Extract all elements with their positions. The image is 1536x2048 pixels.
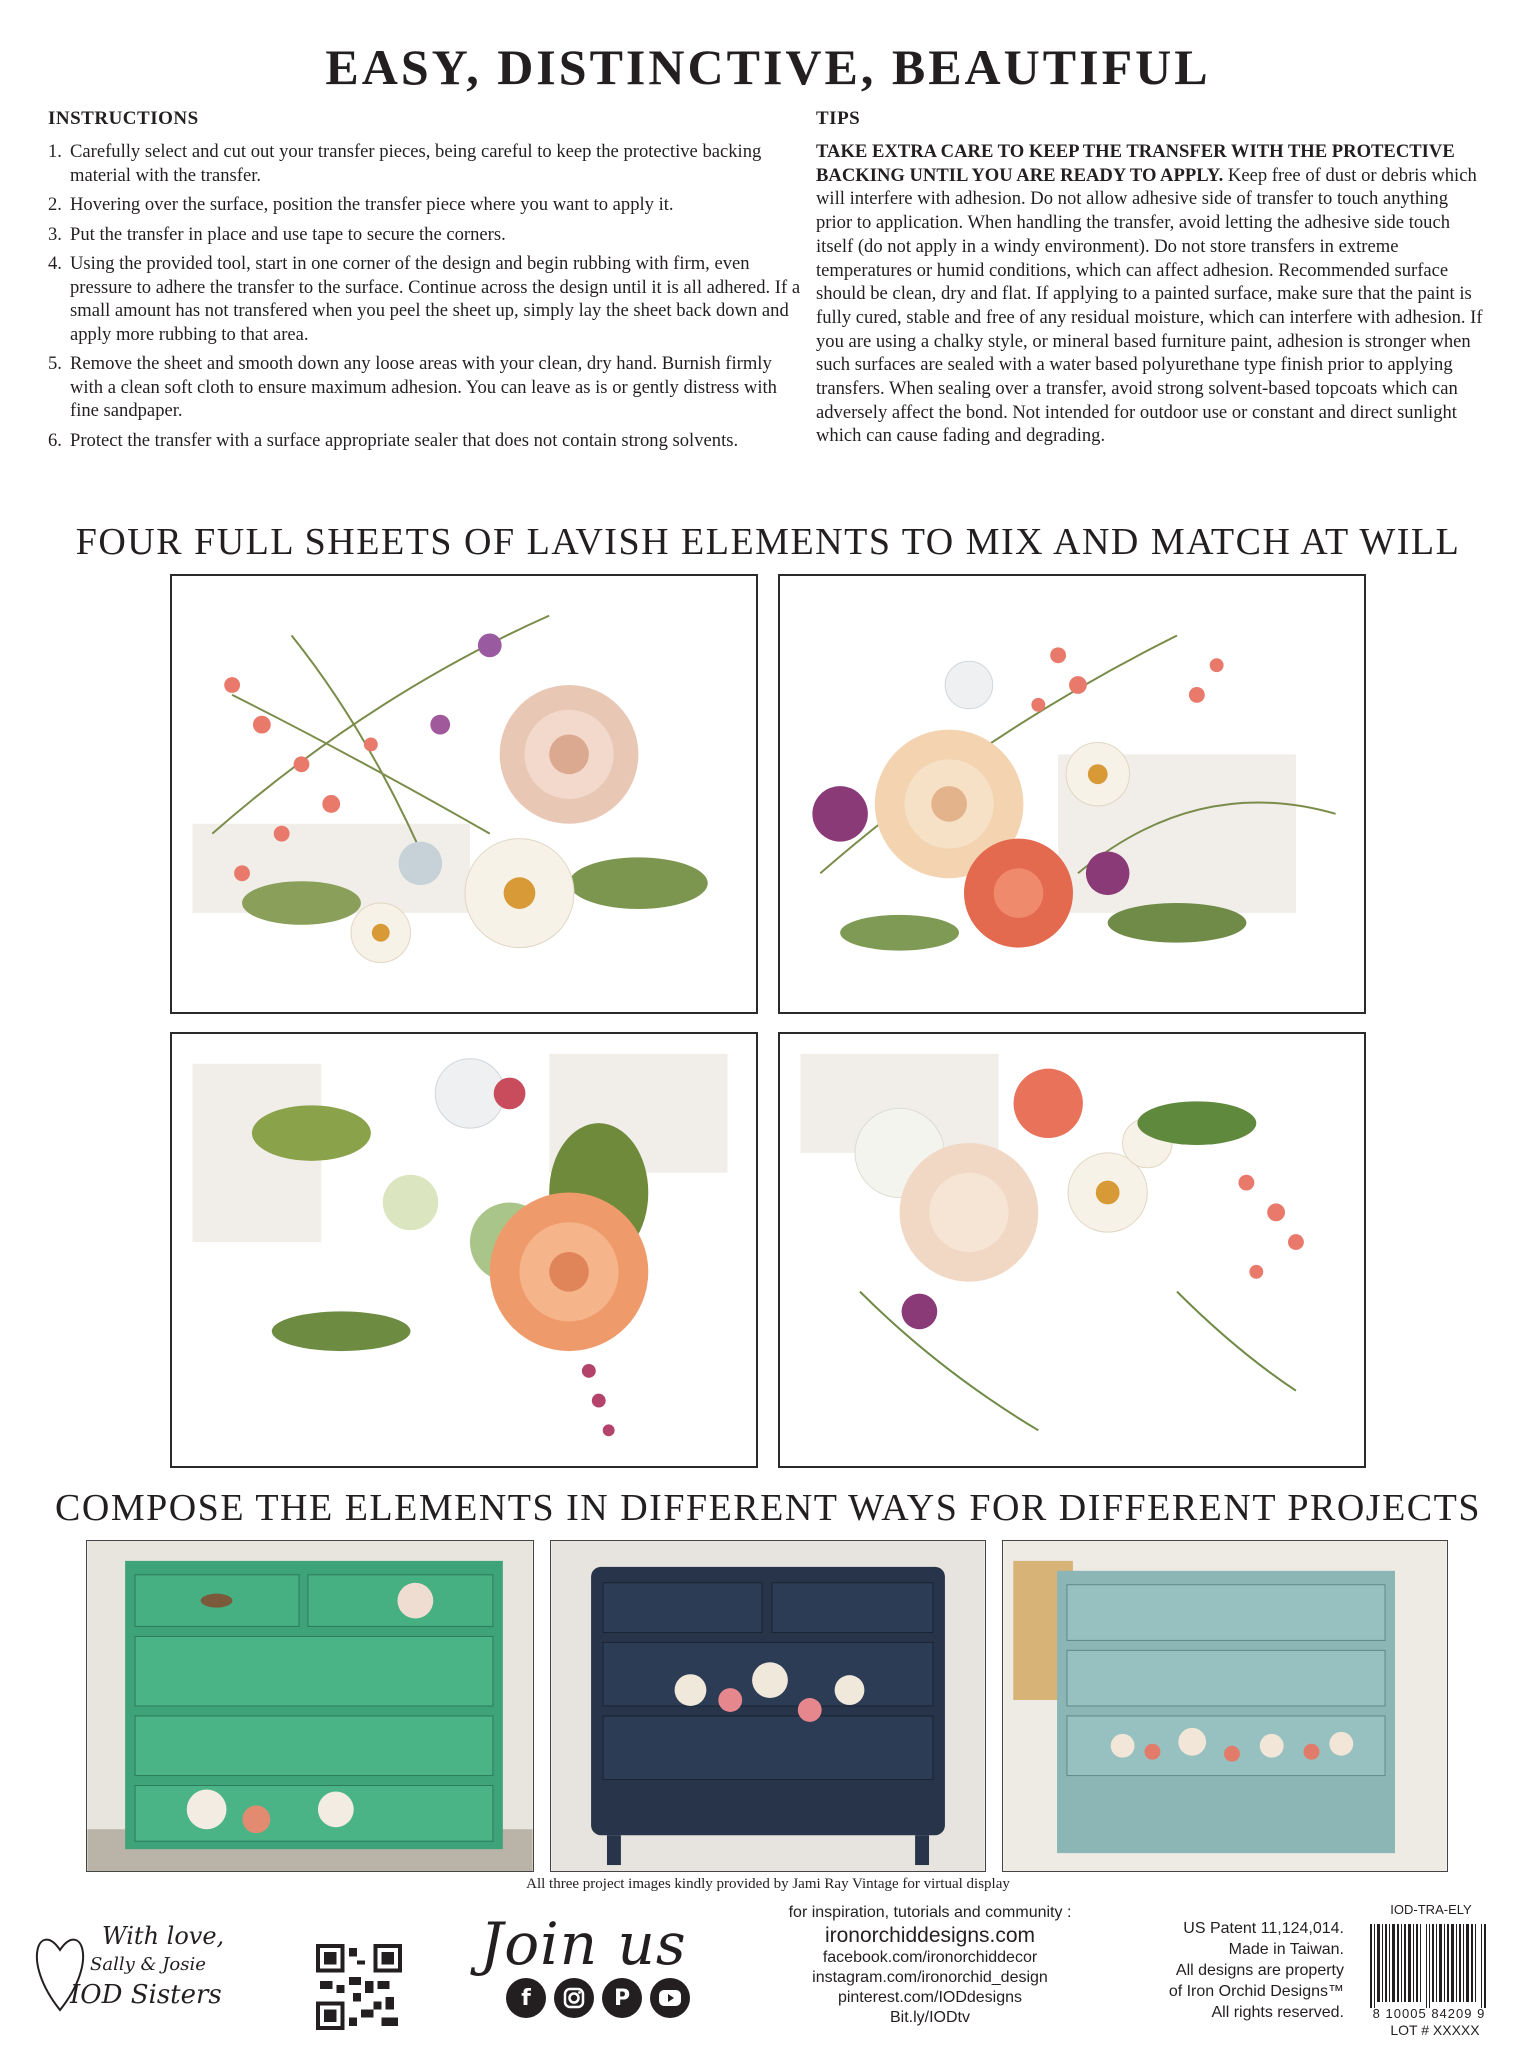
- signature-line-3: IOD Sisters: [70, 1980, 222, 2010]
- project-photo-navy-dresser: [550, 1540, 986, 1872]
- signature-line-2: Sally & Josie: [90, 1954, 206, 1975]
- barcode-digit-check: 9: [1477, 2006, 1486, 2021]
- aqua-dresser-image: [1003, 1541, 1447, 1871]
- step-text: Remove the sheet and smooth down any loose areas with your clean, dry hand. Burnish firmly with a clean soft cloth to ensure maximum adhesion. You can leave as is or gently distress with fine sandpaper.: [70, 353, 777, 421]
- instruction-step: [48, 352, 808, 423]
- youtube-icon[interactable]: [650, 1978, 690, 2018]
- community-lead: for inspiration, tutorials and community :: [788, 1904, 1072, 1921]
- step-number: 4.: [48, 253, 62, 274]
- patent-text: US Patent 11,124,014.: [1183, 1920, 1344, 1937]
- navy-dresser-image: [551, 1541, 985, 1871]
- instruction-step: [48, 429, 808, 453]
- tips-section: [816, 108, 1488, 448]
- transfer-sheet-4: [778, 1032, 1366, 1468]
- compose-title: COMPOSE THE ELEMENTS IN DIFFERENT WAYS FOR DIFFERENT PROJECTS: [55, 1487, 1481, 1529]
- barcode-icon: [1368, 1924, 1490, 2008]
- floral-illustration: [172, 576, 756, 1012]
- join-us-text: Join us: [480, 1910, 687, 1978]
- youtube-link[interactable]: Bit.ly/IODtv: [889, 2009, 970, 2026]
- instruction-step: [48, 223, 808, 247]
- step-number: 2.: [48, 194, 62, 215]
- rights-line-3: All rights reserved.: [1211, 2004, 1344, 2021]
- floral-illustration: [780, 1034, 1364, 1466]
- facebook-icon[interactable]: f: [506, 1978, 546, 2018]
- pinterest-link[interactable]: pinterest.com/IODdesigns: [837, 1989, 1023, 2006]
- sheets-title: FOUR FULL SHEETS OF LAVISH ELEMENTS TO MIX AND MATCH AT WILL: [75, 521, 1461, 563]
- step-text: Protect the transfer with a surface appropriate sealer that does not contain strong solvents.: [70, 429, 739, 451]
- tips-lead: TAKE EXTRA CARE TO KEEP THE TRANSFER WITH THE PROTECTIVE BACKING UNTIL YOU ARE READY TO APPLY.: [816, 141, 1455, 186]
- barcode-digits-left: 10005: [1385, 2006, 1427, 2021]
- tips-body: Keep free of dust or debris which will interfere with adhesion. Do not allow adhesive side of transfer to touch anything prior to application. When handling the transfer, avoid letting the adhesive side touch itself (do not apply in a windy environment). Do not store transfers in extreme temperatures or humid conditions, which can affect adhesion. Recommended surface should be clean, dry and flat. If applying to a painted surface, make sure that the paint is fully cured, stable and free of any residual moisture, which can interfere with adhesion. If you are using a chalky style, or mineral based furniture paint, adhesion is stronger when such surfaces are sealed with a water based polyurethane type finish prior to applying transfers. When sealing over a transfer, avoid strong solvent-based topcoats which can adversely affect the bond. Not intended for outdoor use or constant and direct sunlight which can cause fading and degrading.: [816, 164, 1483, 447]
- instructions-section: [48, 108, 808, 458]
- instagram-icon[interactable]: [554, 1978, 594, 2018]
- qr-code-icon[interactable]: [316, 1944, 402, 2030]
- signature-logo: [30, 1920, 260, 2030]
- legal-notice: [1108, 1918, 1344, 2023]
- step-text: Using the provided tool, start in one corner of the design and begin rubbing with firm, even pressure to adhere the transfer to the surface. Continue across the design until it is all adhered. If a small amount has not transfered when you peel the sheet up, simply lay the sheet back down and apply more rubbing to that area.: [70, 253, 801, 345]
- instruction-step: [48, 193, 808, 217]
- page-title: EASY, DISTINCTIVE, BEAUTIFUL: [325, 39, 1211, 95]
- green-dresser-image: [87, 1541, 533, 1871]
- rights-line-2: of Iron Orchid Designs™: [1168, 1983, 1344, 2000]
- step-number: 6.: [48, 429, 62, 451]
- facebook-link[interactable]: facebook.com/ironorchiddecor: [822, 1949, 1038, 1966]
- project-photo-aqua-dresser: [1002, 1540, 1448, 1872]
- floral-illustration: [780, 576, 1364, 1012]
- signature-line-1: With love,: [102, 1922, 225, 1950]
- lot-number: LOT # XXXXX: [1390, 2022, 1480, 2038]
- step-text: Put the transfer in place and use tape to secure the corners.: [70, 223, 506, 245]
- instruction-step: [48, 252, 808, 346]
- step-text: Carefully select and cut out your transfer pieces, being careful to keep the protective backing material with the transfer.: [70, 141, 762, 186]
- tips-text: [816, 140, 1488, 448]
- instruction-step: [48, 140, 808, 187]
- barcode-digits-right: 84209: [1431, 2006, 1473, 2021]
- instagram-link[interactable]: instagram.com/ironorchid_design: [812, 1969, 1048, 1986]
- step-number: 1.: [48, 141, 62, 162]
- transfer-sheet-3: [170, 1032, 758, 1468]
- transfer-sheet-1: [170, 574, 758, 1014]
- step-number: 5.: [48, 353, 62, 374]
- instructions-heading: INSTRUCTIONS: [48, 108, 199, 129]
- instructions-list: [48, 140, 808, 452]
- tips-heading: TIPS: [816, 108, 861, 129]
- step-text: Hovering over the surface, position the transfer piece where you want to apply it.: [70, 194, 674, 215]
- floral-illustration: [172, 1034, 756, 1466]
- project-photo-green-dresser: [86, 1540, 534, 1872]
- step-number: 3.: [48, 223, 62, 245]
- sku-label: IOD-TRA-ELY: [1390, 1902, 1472, 1917]
- website-link[interactable]: ironorchiddesigns.com: [824, 1924, 1036, 1947]
- made-in-text: Made in Taiwan.: [1228, 1941, 1344, 1958]
- barcode-number: [1356, 2006, 1502, 2021]
- rights-line-1: All designs are property: [1175, 1962, 1344, 1979]
- transfer-sheet-2: [778, 574, 1366, 1014]
- photo-credit: All three project images kindly provided by Jami Ray Vintage for virtual display: [526, 1876, 1010, 1892]
- community-links: [770, 1904, 1090, 2028]
- pinterest-icon[interactable]: P: [602, 1978, 642, 2018]
- barcode-digit-lead: 8: [1372, 2006, 1381, 2021]
- social-icons: [506, 1978, 690, 2018]
